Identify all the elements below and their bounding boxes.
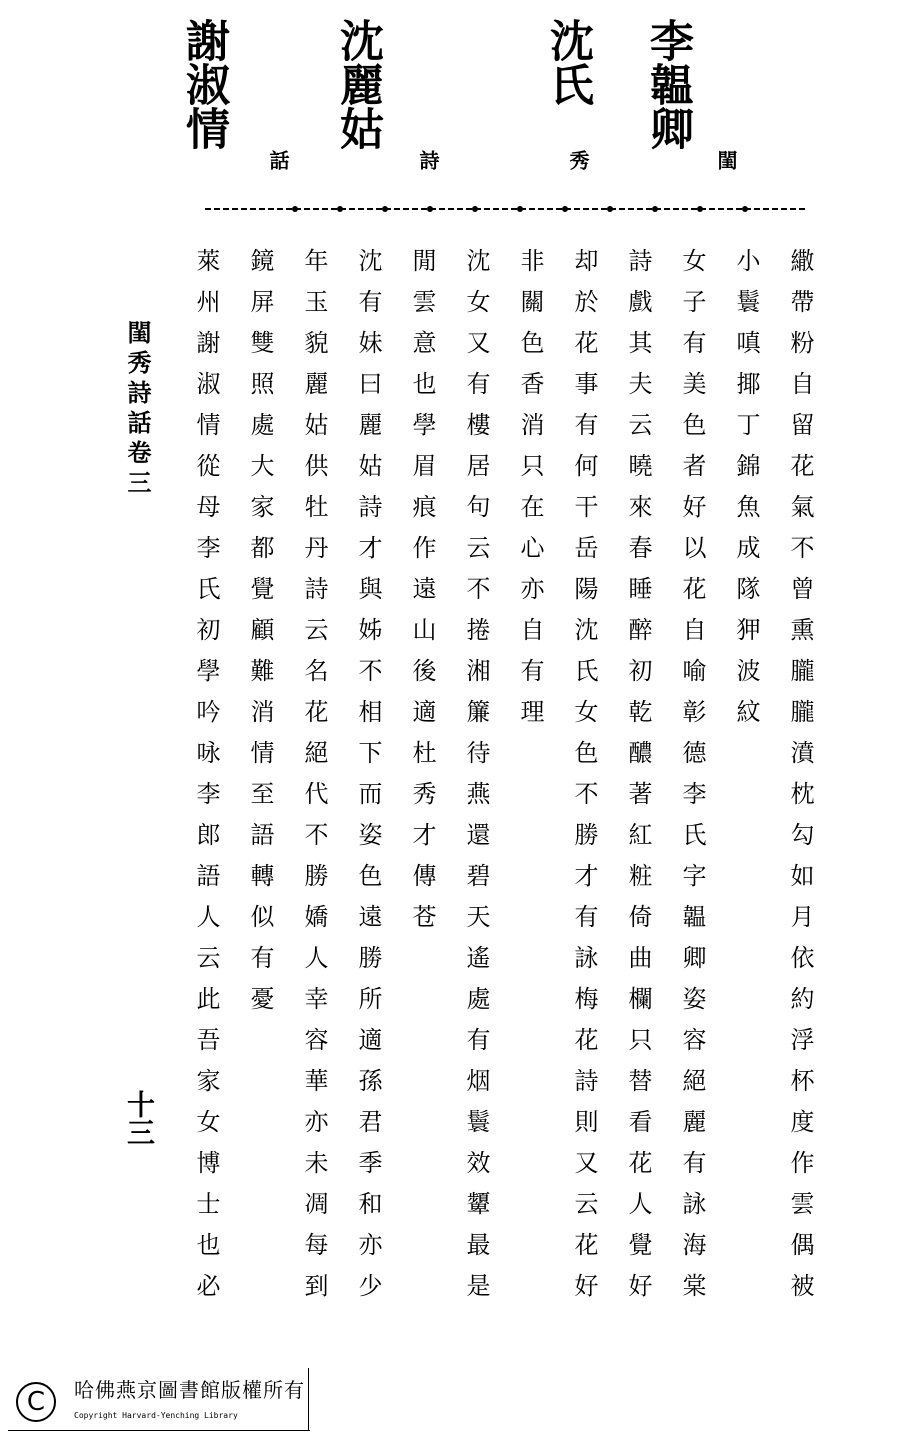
text-column-4: 詩戲其夫云曉來春睡醉初乾醲著紅粧倚曲欄只替看花人覺好 [624,248,652,1314]
margin-title: 閨秀詩話卷三 [123,320,152,500]
header-suffix-3: 詩 [416,150,440,170]
text-column-10: 年玉貌麗姑供牡丹詩云名花絕代不勝嬌人幸容華亦未凋每到 [300,248,328,1314]
copyright-icon: C [16,1382,56,1422]
text-column-5: 却於花事有何干岳陽沈氏女色不勝才有詠梅花詩則又云花好 [570,248,598,1314]
header-author-3: 沈麗姑 [332,18,383,150]
text-column-8: 閒雲意也學眉痕作遠山後適杜秀才傳苍 [408,248,436,945]
header-author-4: 謝淑情 [178,18,229,150]
copyright-border-right [308,1368,309,1430]
header-author-2: 沈氏 [542,18,593,106]
text-column-9: 沈有妹曰麗姑詩才與姊不相下而姿色遠勝所適孫君季和亦少 [354,248,382,1314]
page-number: 十三 [123,1090,156,1146]
text-column-6: 非關色香消只在心亦自有理 [516,248,544,740]
copyright-stamp [8,1368,310,1430]
text-column-2: 小鬟嗔揶丁錦魚成隊狎波紋 [732,248,760,740]
copyright-border-bottom [8,1430,310,1431]
text-column-1: 繖帶粉自留花氣不曾熏朧朧濆枕勾如月依約浮杯度作雲偶被 [786,248,814,1314]
ornamental-divider [205,205,805,213]
text-column-3: 女子有美色者好以花自喻彰德李氏字韞卿姿容絕麗有詠海棠 [678,248,706,1314]
header-author-1: 李韞卿 [642,18,693,150]
copyright-english: Copyright Harvard-Yenching Library [74,1411,238,1420]
copyright-chinese: 哈佛燕京圖書館版權所有 [74,1378,305,1402]
header-suffix-1: 閨 [714,150,738,170]
text-column-12: 萊州謝淑情從母李氏初學吟咏李郎語人云此吾家女博士也必 [192,248,220,1314]
text-column-7: 沈女又有樓居句云不捲湘簾待燕還碧天遙處有烟鬟效顰最是 [462,248,490,1314]
text-column-11: 鏡屏雙照處大家都覺顧難消情至語轉似有憂 [246,248,274,1027]
header-suffix-2: 秀 [566,150,590,170]
header-suffix-4: 話 [266,150,290,170]
